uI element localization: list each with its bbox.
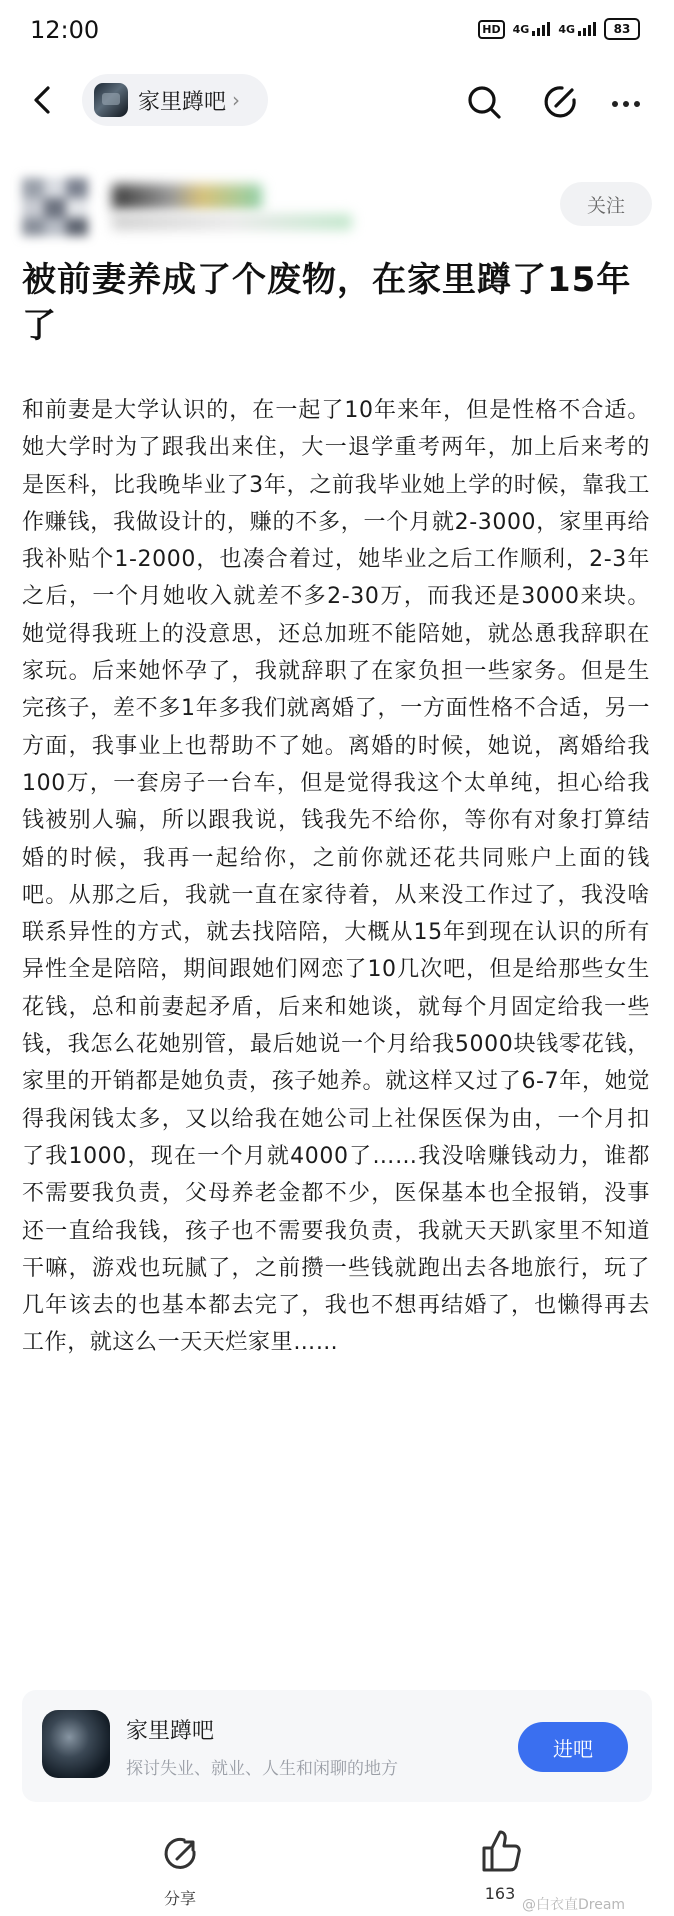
chevron-right-icon: › xyxy=(232,88,241,112)
forum-name: 家里蹲吧 xyxy=(138,89,227,115)
post-body: 和前妻是大学认识的，在一起了10年来年，但是性格不合适。她大学时为了跟我出来住，大一退学重考两年，加上后来考的是医科，比我晚毕业了3年，之前我毕业她上学的时候，靠我工作赚钱，我做设计的，赚的不多，一个月就2-3000，家里再给我补贴个1-2000，也凑合着过，她毕业之后工作顺利，2-3年之后，一个月她收入就差不多2-30万，而我还是3000来块。她觉得我班上的没意思，还总加班不能陪她，就怂恿我辞职在家玩。后来她怀孕了，我就辞职了在家负担一些家务。但是生完孩子，差不多1年多我们就离婚了，一方面性格不合适，另一方面，我事业上也帮助不了她。离婚的时候，她说，离婚给我100万，一套房子一台车，但是觉得我这个太单纯，担心给我钱被别人骗，所以跟我说，钱我先不给你，等你有对象打算结婚的时候，我再一起给你，之前你就还花共同账户上面的钱吧。从那之后，我就一直在家待着，从来没工作过了，我没啥联系异性的方式，就去找陪陪，大概从15年到现在认识的所有异性全是陪陪，期间跟她们网恋了10几次吧，但是给那些女生花钱，总和前妻起矛盾，后来和她谈，就每个月固定给我一些钱，我怎么花她别管，最后她说一个月给我5000块钱零花钱，家里的开销都是她负责，孩子她养。就这样又过了6-7年，她觉得我闲钱太多，又以给我在她公司上社保医保为由，一个月扣了我1000，现在一个月就4000了……我没啥赚钱动力，谁都不需要我负责，父母养老金都不少，医保基本也全报销，没事还一直给我钱，孩子也不需要我负责，我就天天趴家里不知道干嘛，游戏也玩腻了，之前攒一些钱就跑出去各地旅行，玩了几年该去的也基本都去完了，我也不想再结婚了，也懒得再去工作，就这么一天天烂家里…… xyxy=(22,398,650,1356)
edit-icon xyxy=(540,82,580,122)
back-arrow-icon xyxy=(24,80,64,120)
follow-button[interactable]: 关注 xyxy=(560,182,652,226)
battery-icon xyxy=(604,18,640,40)
post-title: 被前妻养成了个废物，在家里蹲了15年了 xyxy=(22,260,632,346)
like-button[interactable] xyxy=(470,1826,530,1908)
author-avatar[interactable] xyxy=(22,178,88,236)
forum-avatar xyxy=(94,83,128,117)
author-name-blurred xyxy=(112,184,262,210)
more-icon xyxy=(612,101,618,107)
author-row xyxy=(22,170,652,240)
nav-bar xyxy=(0,62,674,142)
signal-icon xyxy=(513,22,551,36)
share-label: 分享 xyxy=(163,1889,196,1908)
system-icons xyxy=(478,18,640,40)
share-button[interactable] xyxy=(150,1828,210,1908)
hd-icon: HD xyxy=(478,20,504,39)
forum-card-avatar xyxy=(42,1710,110,1778)
network-type: 4G xyxy=(512,23,530,36)
back-button[interactable] xyxy=(24,80,64,120)
status-bar xyxy=(0,0,674,62)
like-count: 163 xyxy=(484,1884,516,1903)
thumbs-up-icon xyxy=(470,1826,530,1876)
search-icon xyxy=(464,82,504,122)
network-type-2: 4G xyxy=(558,23,575,36)
edit-button[interactable] xyxy=(540,82,580,122)
share-icon xyxy=(150,1828,210,1878)
forum-card-name: 家里蹲吧 xyxy=(126,1719,215,1744)
forum-card-description: 探讨失业、就业、人生和闲聊的地方 xyxy=(126,1759,398,1779)
author-meta-blurred xyxy=(112,214,352,230)
watermark: @白衣直Dream xyxy=(522,1897,626,1913)
status-time: 12:00 xyxy=(30,16,100,44)
forum-chip[interactable] xyxy=(82,74,268,126)
signal-icon-2 xyxy=(558,22,596,36)
battery-level: 83 xyxy=(613,22,631,36)
more-button[interactable] xyxy=(606,84,646,124)
search-button[interactable] xyxy=(464,82,504,122)
join-forum-button[interactable]: 进吧 xyxy=(518,1722,628,1772)
forum-card[interactable] xyxy=(22,1690,652,1802)
